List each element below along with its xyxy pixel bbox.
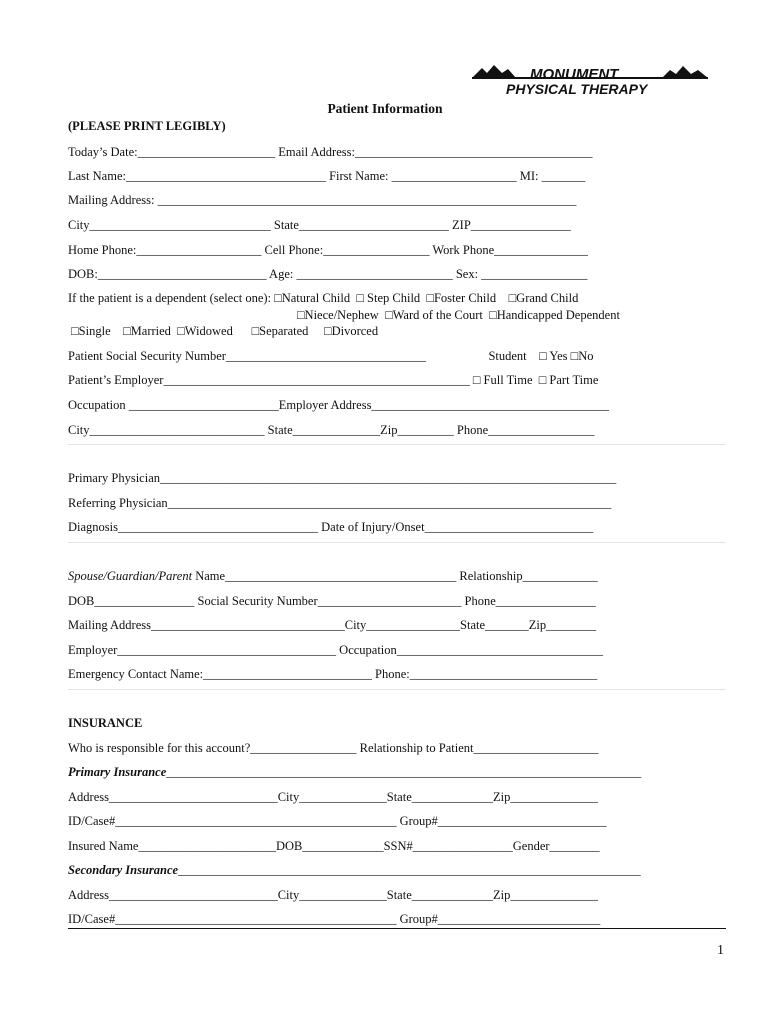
- guardian-employer-field[interactable]: Employer___________________________________ Occupation_________________________________: [68, 643, 604, 657]
- responsible-party-field[interactable]: Who is responsible for this account?_________________ Relationship to Patient____________________: [68, 741, 599, 755]
- guardian-address-field[interactable]: Mailing Address_______________________________City_______________State_______Zip________: [68, 618, 597, 632]
- section-divider: [68, 689, 726, 690]
- secondary-insurance-rest: __________________________________________________________________________: [178, 863, 641, 877]
- ssn-student-field[interactable]: Patient Social Security Number________________________________ Student □ Yes □No: [68, 349, 594, 363]
- primary-insurance-rest: ____________________________________________________________________________: [166, 765, 642, 779]
- guardian-label: Spouse/Guardian/Parent: [68, 569, 193, 583]
- insurance-heading: INSURANCE: [68, 716, 143, 730]
- secondary-address-field[interactable]: Address___________________________City______________State_____________Zip______________: [68, 888, 598, 902]
- dob-age-sex-field[interactable]: DOB:___________________________ Age: _________________________ Sex: _________________: [68, 267, 588, 281]
- guardian-name-field[interactable]: [68, 568, 598, 584]
- page-number: 1: [717, 943, 724, 958]
- insured-name-field[interactable]: Insured Name______________________DOB_____________SSN#________________Gender________: [68, 839, 600, 853]
- primary-insurance-field[interactable]: [68, 764, 641, 780]
- guardian-dob-ssn-field[interactable]: DOB________________ Social Security Number_______________________ Phone________________: [68, 594, 596, 608]
- employer-field[interactable]: Patient’s Employer_________________________________________________ □ Full Time □ Part Time: [68, 373, 599, 387]
- mountain-right-icon: [662, 66, 708, 78]
- occupation-field[interactable]: Occupation ________________________Employer Address______________________________________: [68, 398, 609, 412]
- section-divider: [68, 542, 726, 543]
- guardian-name-rest: Name_____________________________________ Relationship____________: [192, 569, 598, 583]
- mailing-address-field[interactable]: Mailing Address: ___________________________________________________________________: [68, 193, 577, 207]
- mountain-left-icon: [472, 65, 516, 78]
- print-legibly-note: (PLEASE PRINT LEGIBLY): [68, 119, 226, 133]
- dependent-options-cont[interactable]: □Niece/Nephew □Ward of the Court □Handicapped Dependent: [297, 308, 620, 322]
- page-title: Patient Information: [327, 101, 443, 116]
- city-state-zip-field[interactable]: City_____________________________ State________________________ ZIP________________: [68, 218, 571, 232]
- primary-insurance-label: Primary Insurance: [68, 765, 167, 779]
- marital-status-options[interactable]: □Single □Married □Widowed □Separated □Divorced: [68, 324, 379, 338]
- primary-physician-field[interactable]: Primary Physician_________________________________________________________________________: [68, 471, 617, 485]
- primary-id-group-field[interactable]: ID/Case#_____________________________________________ Group#___________________________: [68, 814, 607, 828]
- section-divider: [68, 444, 726, 445]
- diagnosis-field[interactable]: Diagnosis________________________________ Date of Injury/Onset___________________________: [68, 520, 594, 534]
- secondary-insurance-field[interactable]: [68, 862, 641, 878]
- primary-address-field[interactable]: Address___________________________City______________State_____________Zip______________: [68, 790, 598, 804]
- phone-fields[interactable]: Home Phone:____________________ Cell Phone:_________________ Work Phone_______________: [68, 243, 588, 257]
- logo-line-2: PHYSICAL THERAPY: [506, 81, 648, 97]
- date-email-field[interactable]: Today’s Date:______________________ Email Address:______________________________________: [68, 145, 593, 159]
- logo-line-1: MONUMENT: [530, 66, 619, 83]
- secondary-id-group-field[interactable]: ID/Case#_____________________________________________ Group#__________________________: [68, 912, 601, 926]
- employer-city-field[interactable]: City____________________________ State______________Zip_________ Phone_________________: [68, 423, 595, 437]
- footer-rule: [68, 928, 726, 929]
- referring-physician-field[interactable]: Referring Physician_______________________________________________________________________: [68, 496, 612, 510]
- dependent-options[interactable]: If the patient is a dependent (select one): □Natural Child □ Step Child □Foster Child □Grand Child: [68, 291, 579, 305]
- monument-logo: [470, 62, 720, 98]
- emergency-contact-field[interactable]: Emergency Contact Name:___________________________ Phone:______________________________: [68, 667, 598, 681]
- secondary-insurance-label: Secondary Insurance: [68, 863, 179, 877]
- name-field[interactable]: Last Name:________________________________ First Name: ____________________ MI: _______: [68, 169, 586, 183]
